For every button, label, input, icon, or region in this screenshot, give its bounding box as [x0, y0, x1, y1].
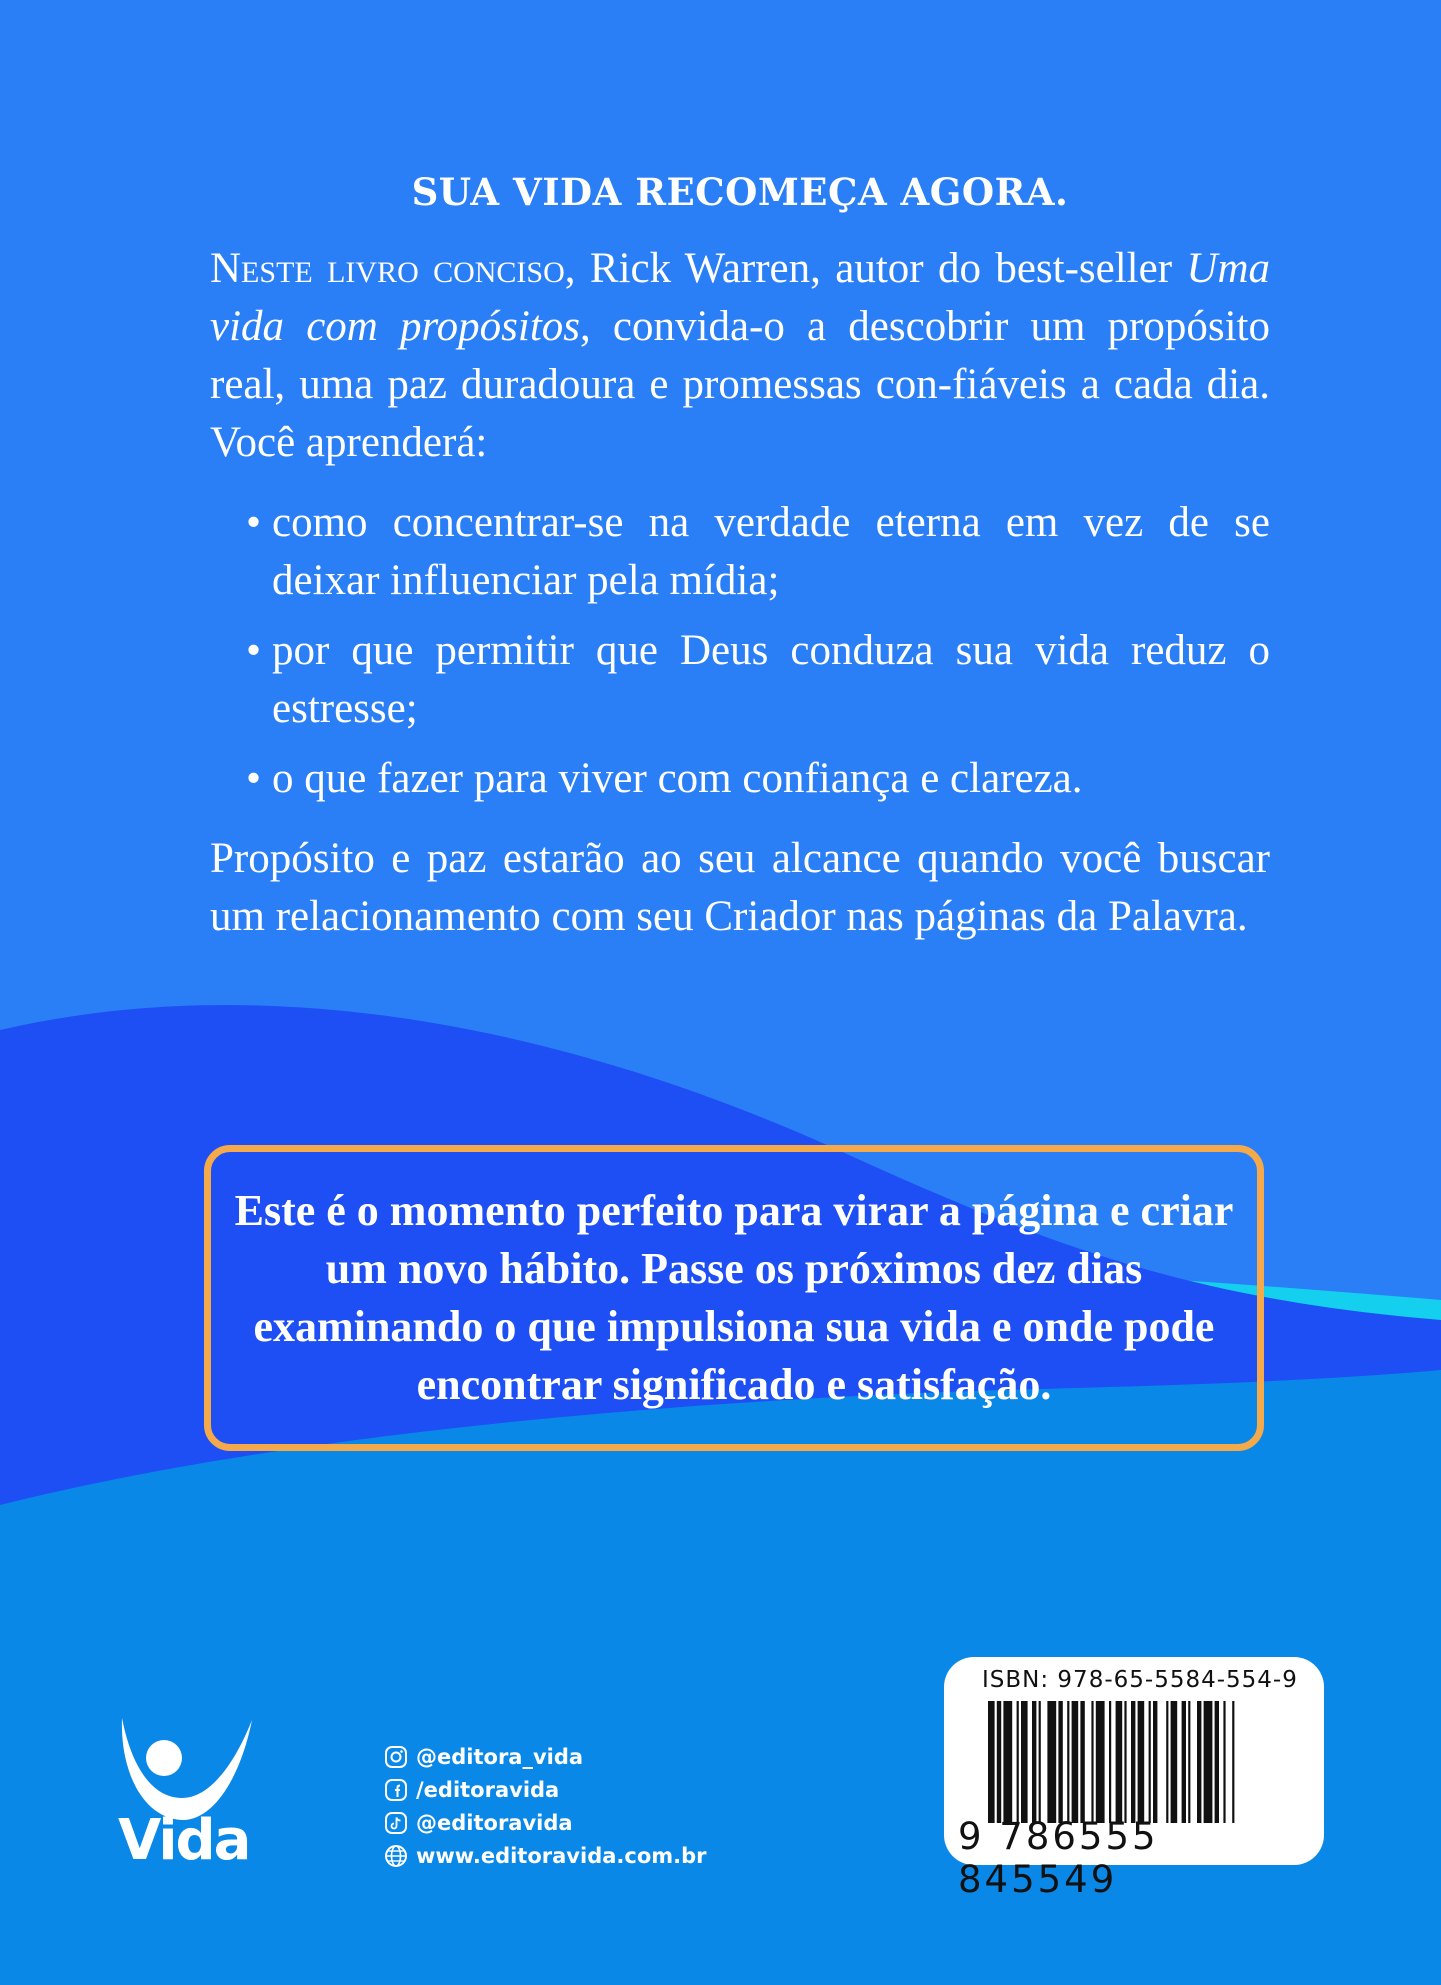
social-links [384, 1740, 707, 1872]
bullet-item [246, 622, 1270, 738]
isbn-label: ISBN: 978-65-5584-554-9 [982, 1667, 1298, 1693]
social-facebook[interactable] [384, 1773, 707, 1806]
bullet-text: o que fazer para viver com confiança e clareza. [272, 755, 1083, 802]
barcode-bar [1021, 1701, 1028, 1823]
bullet-list [210, 494, 1270, 808]
barcode-bar [1232, 1701, 1234, 1823]
barcode-bar [1153, 1701, 1157, 1823]
barcode-bar [1124, 1701, 1126, 1823]
barcode-bar [1188, 1701, 1190, 1823]
barcode-bar [1003, 1701, 1012, 1823]
barcode-bar [1197, 1701, 1201, 1823]
website-url: www.editoravida.com.br [416, 1843, 707, 1868]
intro-text-2: , convida-o a descobrir um propósito real, uma paz duradoura e promessas con-fiáveis a cada dia. Você aprenderá: [210, 303, 1271, 466]
closing-paragraph: Propósito e paz estarão ao seu alcance quando você buscar um relacionamento com seu Criador nas páginas da Palavra. [210, 835, 1270, 940]
barcode-bar [1109, 1701, 1111, 1823]
callout-text: Este é o momento perfeito para virar a página e criar um novo hábito. Passe os próximos dez dias examinando o que impulsiona sua vida e onde pode encontrar significado e satisfação. [234, 1186, 1234, 1409]
barcode-bar [1116, 1701, 1123, 1823]
tiktok-icon [384, 1811, 408, 1835]
barcode-bar [1017, 1701, 1019, 1823]
intro-smallcaps: Neste livro conciso [210, 245, 565, 292]
barcode-bar [1032, 1701, 1036, 1823]
facebook-handle: /editoravida [416, 1777, 560, 1802]
bullet-item [246, 750, 1270, 808]
tiktok-handle: @editoravida [416, 1810, 573, 1835]
barcode-bar [1215, 1701, 1219, 1823]
bullet-dot: • [246, 499, 262, 546]
facebook-icon [384, 1778, 408, 1802]
book-title: Uma vida com propósitos [210, 245, 1270, 350]
intro-paragraph [210, 240, 1270, 472]
barcode-bar [1149, 1701, 1151, 1823]
isbn-barcode [944, 1657, 1324, 1901]
barcode-bar [1091, 1701, 1093, 1823]
barcode-bars [988, 1701, 1298, 1823]
barcode-bar [997, 1701, 1001, 1823]
barcode-bar [1166, 1701, 1168, 1823]
social-website[interactable] [384, 1839, 707, 1872]
bullet-text: por que permitir que Deus conduza sua vida reduz o estresse; [272, 627, 1270, 732]
social-tiktok[interactable] [384, 1806, 707, 1839]
barcode-digits: 9 786555 845549 [958, 1815, 1159, 1901]
barcode-bar [1182, 1701, 1186, 1823]
headline: SUA VIDA RECOMEÇA AGORA. [411, 170, 1069, 214]
barcode-bar [1204, 1701, 1213, 1823]
barcode-bar [1223, 1701, 1225, 1823]
barcode-bar [1039, 1701, 1041, 1823]
callout-box [204, 1145, 1264, 1451]
globe-icon [384, 1844, 408, 1868]
instagram-icon [384, 1745, 408, 1769]
barcode-bar [1058, 1701, 1062, 1823]
bullet-dot: • [246, 755, 262, 802]
bullet-dot: • [246, 627, 262, 674]
barcode-bar [1171, 1701, 1178, 1823]
barcode-bar [1131, 1701, 1135, 1823]
barcode-bar [1080, 1701, 1084, 1823]
barcode-bar [988, 1701, 995, 1823]
barcode-bar [1067, 1701, 1069, 1823]
barcode-bar [1096, 1701, 1105, 1823]
bullet-text: como concentrar-se na verdade eterna em vez de se deixar influenciar pela mídia; [272, 499, 1270, 604]
barcode-bar [1072, 1701, 1079, 1823]
barcode-bar [1138, 1701, 1145, 1823]
intro-text-1: , Rick Warren, autor do best-seller [564, 245, 1187, 292]
back-cover-text [210, 170, 1270, 946]
barcode-bar [1047, 1701, 1056, 1823]
bullet-item [246, 494, 1270, 610]
instagram-handle: @editora_vida [416, 1744, 584, 1769]
social-instagram[interactable] [384, 1740, 707, 1773]
publisher-name: Vida [118, 1808, 250, 1873]
